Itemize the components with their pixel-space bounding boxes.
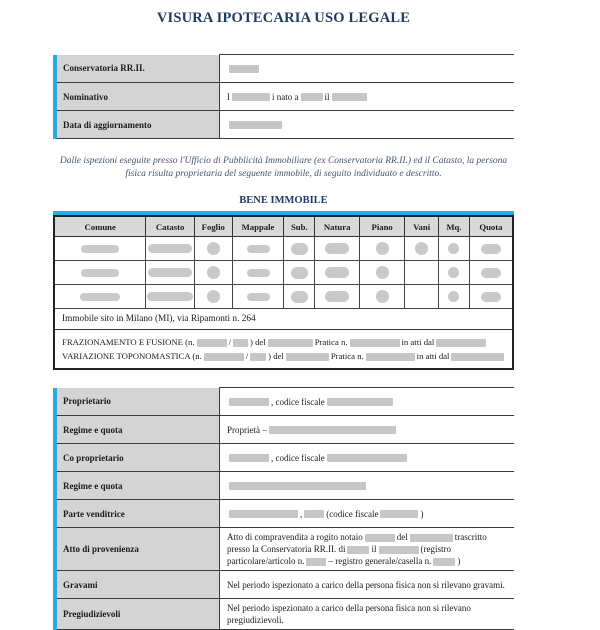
table-row [55,472,514,500]
value-text: Nel periodo ispezionato a carico della persona fisica non si rilevano pregiudizievoli. [227,603,471,625]
redaction-mark [207,266,220,279]
redaction-block [229,65,259,73]
data-cell [469,237,513,261]
redaction-mark [376,266,389,279]
value-text: ) del [250,337,266,347]
column-header: Natura [315,216,360,237]
summary-table [53,54,514,139]
redaction-mark [481,292,501,302]
row-label: Co proprietario [55,444,220,472]
redaction-mark [291,291,308,303]
notes-row [54,330,513,370]
details-table [53,387,514,630]
row-value [220,111,515,139]
redaction-mark [481,268,501,278]
redaction-block [301,93,323,101]
value-text: Atto di compravendita a rogito notaio [227,532,363,542]
value-text: , codice fiscale [271,452,325,463]
redaction-block [197,339,227,347]
row-value [220,444,515,472]
data-cell [360,285,405,309]
data-cell [439,261,470,285]
table-row [54,261,513,285]
redaction-block [229,482,366,490]
page-title: VISURA IPOTECARIA USO LEGALE [156,10,411,26]
table-row [55,83,514,111]
column-header: Comune [54,216,146,237]
note-line [62,337,505,347]
table-row [55,55,514,83]
column-header: Quota [469,216,513,237]
redaction-block [204,353,244,361]
redaction-block [229,398,269,406]
table-row [55,500,514,528]
table-row [55,111,514,139]
row-label: Parte venditrice [55,500,220,528]
data-cell [439,285,470,309]
table-row [54,237,513,261]
data-cell [284,285,315,309]
value-text: I [227,91,230,102]
value-text: Pratica n. [330,351,364,361]
address-row [54,309,513,330]
column-header: Catasto [146,216,195,237]
column-header: Vani [405,216,439,237]
row-value [220,500,515,528]
redaction-mark [247,293,270,301]
redaction-mark [148,244,192,253]
data-cell [284,261,315,285]
data-cell [405,261,439,285]
table-row [55,571,514,599]
redaction-block [410,534,453,542]
details-table-body [55,388,514,630]
row-label: Gravami [55,571,220,599]
data-cell [469,285,513,309]
redaction-mark [80,293,120,301]
redaction-block [327,398,393,406]
row-label: Proprietario [55,388,220,416]
data-cell [315,237,360,261]
data-cell [405,285,439,309]
redaction-mark [448,291,459,302]
data-cell [439,237,470,261]
data-cell [146,237,195,261]
redaction-mark [147,292,193,301]
value-text: il [324,91,330,102]
value-text: ) [420,508,424,519]
redaction-block [233,339,248,347]
redaction-mark [81,245,119,253]
redaction-block [347,546,369,554]
value-text: in atti dal [401,337,435,347]
row-value [220,388,515,416]
row-label: Regime e quota [55,472,220,500]
value-text: trascritto presso la Conservatoria RR.II. di [227,532,487,554]
redaction-block [366,353,415,361]
value-text: Nel periodo ispezionato a carico della persona fisica non si rilevano gravami. [227,579,505,590]
document-content [53,0,514,630]
table-row [55,528,514,571]
redaction-block [365,534,395,542]
redaction-mark [247,269,270,277]
value-text: ) [457,556,461,566]
value-text: FRAZIONAMENTO E FUSIONE (n. [62,337,195,347]
value-text: il [371,544,377,554]
redaction-mark [207,290,220,303]
redaction-mark [325,267,349,278]
redaction-block [379,546,419,554]
value-text: , [300,508,303,519]
column-header: Piano [360,216,405,237]
redaction-block [380,510,418,518]
redaction-mark [448,267,459,278]
redaction-block [229,454,269,462]
value-text: ) del [268,351,284,361]
data-cell [194,237,232,261]
redaction-mark [291,267,308,279]
data-cell [360,237,405,261]
table-row [55,599,514,630]
row-value [220,571,515,599]
data-cell [54,285,146,309]
table-row [55,388,514,416]
redaction-mark [415,242,428,255]
value-text: / [245,351,249,361]
row-value [220,472,515,500]
redaction-mark [325,243,349,254]
row-label: Conservatoria RR.II. [55,55,220,83]
redaction-block [306,558,326,566]
redaction-mark [376,242,389,255]
value-text: (codice fiscale [326,508,379,519]
row-label: Regime e quota [55,416,220,444]
column-header: Sub. [284,216,315,237]
row-value [220,599,515,630]
value-text: / [228,337,231,347]
data-cell [54,237,146,261]
redaction-mark [148,268,192,277]
row-value [220,528,515,571]
column-header: Mq. [439,216,470,237]
data-cell [232,237,284,261]
value-text: Proprietà – [227,424,267,435]
column-header: Mappale [232,216,284,237]
row-value [220,83,515,111]
redaction-mark [448,243,459,254]
section-heading: BENE IMMOBILE [239,195,328,206]
redaction-block [436,339,486,347]
row-value [220,416,515,444]
redaction-block [269,426,396,434]
data-cell [360,261,405,285]
redaction-block [250,353,266,361]
data-cell [405,237,439,261]
redaction-block [433,558,455,566]
redaction-mark [376,290,389,303]
table-row [55,444,514,472]
redaction-block [327,454,407,462]
redaction-mark [325,291,349,302]
data-cell [284,237,315,261]
row-label: Nominativo [55,83,220,111]
property-table [53,215,514,370]
property-table-head [54,216,513,237]
redaction-mark [247,245,270,253]
value-text: VARIAZIONE TOPONOMASTICA (n. [62,351,202,361]
redaction-block [350,339,400,347]
property-table-accent-bar [53,211,514,370]
row-label: Pregiudizievoli [55,599,220,630]
property-address: Immobile sito in Milano (MI), via Ripamonti n. 264 [54,309,513,330]
note-line [62,351,505,361]
intro-paragraph: Dalle ispezioni eseguite presso l'Ufficio di Pubblicità Immobiliare (ex Conservatoria RR.II.) ed il Catasto, la persona fisica risulta proprietaria del seguente immobile, di seguito individuato e descritto. [59,156,508,179]
header-row [54,216,513,237]
data-cell [194,285,232,309]
value-text: (registro particolare/articolo n. [227,544,451,566]
value-text: in atti dal [416,351,450,361]
data-cell [146,285,195,309]
data-cell [469,261,513,285]
redaction-block [451,353,504,361]
data-cell [232,261,284,285]
redaction-mark [81,269,119,277]
data-cell [194,261,232,285]
column-header: Foglio [194,216,232,237]
row-label: Data di aggiornamento [55,111,220,139]
redaction-block [232,93,270,101]
redaction-block [332,93,367,101]
row-label: Atto di provenienza [55,528,220,571]
data-cell [146,261,195,285]
data-cell [315,261,360,285]
property-notes [54,330,513,370]
redaction-block [304,510,324,518]
data-cell [54,261,146,285]
value-text: , codice fiscale [271,396,325,407]
redaction-block [229,510,298,518]
row-value [220,55,515,83]
redaction-mark [291,243,308,255]
redaction-block [286,353,329,361]
redaction-block [229,121,282,129]
redaction-mark [207,242,220,255]
redaction-mark [481,244,501,254]
summary-table-body [55,55,514,139]
value-text: i nato a [272,91,299,102]
value-text: Pratica n. [314,337,348,347]
redaction-block [268,339,313,347]
property-table-body [54,237,513,370]
table-row [54,285,513,309]
value-text: del [396,532,408,542]
data-cell [232,285,284,309]
value-text: – registro generale/casella n. [328,556,432,566]
table-row [55,416,514,444]
data-cell [315,285,360,309]
